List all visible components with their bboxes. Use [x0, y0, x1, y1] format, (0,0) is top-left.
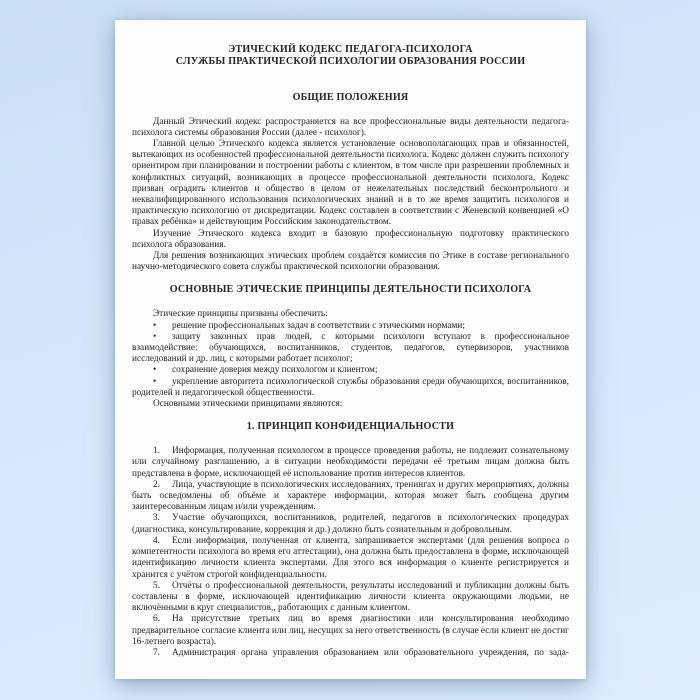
item-number: 1.: [153, 446, 160, 457]
bullet-icon: •: [153, 365, 157, 376]
section-heading-principles: ОСНОВНЫЕ ЭТИЧЕСКИЕ ПРИНЦИПЫ ДЕЯТЕЛЬНОСТИ ПСИХОЛОГА: [169, 284, 532, 296]
numbered-item: [132, 446, 569, 480]
item-number: 4.: [153, 535, 160, 546]
document-title-line-1: ЭТИЧЕСКИЙ КОДЕКС ПЕДАГОГА-ПСИХОЛОГА: [228, 44, 473, 55]
numbered-item: [132, 480, 569, 514]
document-content: [115, 20, 586, 659]
bullet-item: [132, 321, 569, 332]
bullet-text: решение профессиональных задач в соответствии с этическими нормами;: [172, 320, 465, 331]
numbered-item: [132, 581, 569, 615]
item-text: Если информация, полученная от клиента, запрашивается экспертами (для решения вопроса о компетентности психолога во время его аттестации), она должна быть предоставлена в форме, исключающей идентификацию личности клиента экспертами. Для этого вся информация о клиенте регистрируется и хранится с учётом строгой конфиденциальности.: [132, 535, 569, 580]
bullet-item: [132, 377, 569, 399]
paragraph: Этические принципы призваны обеспечить:: [153, 309, 328, 320]
item-text: Участие обучающихся, воспитанников, родителей, педагогов в психологических процедурах (диагностика, консультирование, коррекция и др.) должно быть сознательным и добровольным.: [132, 513, 569, 535]
bullet-item: [132, 365, 569, 376]
section-heading-general: ОБЩИЕ ПОЛОЖЕНИЯ: [292, 91, 409, 103]
item-text: Отчёты о профессиональной деятельности, результаты исследований и публикации должны быть составлены в форме, исключающей идентификацию личности клиента окружающими людьми, не включёнными в круг специалистов,, работающих с данным клиентом.: [132, 580, 569, 614]
bullet-text: укрепление авторитета психологической службы образования среди обучающихся, воспитанников, родителей и педагогической общественности.: [132, 376, 569, 398]
paragraph: Основными этическими принципами являются:: [153, 399, 343, 410]
numbered-item: [132, 513, 569, 535]
numbered-item: [132, 614, 569, 648]
document-page: [115, 20, 586, 679]
bullet-icon: •: [153, 331, 157, 342]
paragraph: Данный Этический кодекс распространяется на все профессиональные виды деятельности педагога-психолога системы образования России (далее - психолог).: [132, 116, 569, 138]
numbered-item: [132, 536, 569, 581]
section-heading-confidentiality: 1. ПРИНЦИП КОНФИДЕНЦИАЛЬНОСТИ: [246, 421, 455, 433]
bullet-text: сохранение доверия между психологом и клиентом;: [172, 365, 378, 376]
item-text: Информация, полученная психологом в процессе проведения работы, не подлежит сознательному или случайному разглашению, а в ситуации необходимости передачи её третьим лицам должна быть представлена в форме, исключающей её использование против интересов клиентов.: [132, 446, 569, 479]
paragraph: Для решения возникающих этических проблем создаётся комиссия по Этике в составе регионального научно-методического совета службы практической психологии образования.: [132, 251, 569, 273]
bullet-item: [132, 332, 569, 366]
item-text: Администрация органа управления образованием или образовательного учреждения, по зада-: [172, 647, 569, 658]
bullet-icon: •: [153, 376, 157, 387]
item-number: 3.: [153, 513, 160, 524]
item-number: 6.: [153, 614, 160, 625]
item-number: 7.: [153, 647, 160, 658]
item-text: Лица, участвующие в психологических исследованиях, тренингах и других мероприятиях, должны быть осведомлены об объёме и характере информации, которая может быть сообщена другим заинтересованным лицам и/или учреждениям.: [132, 479, 569, 513]
paragraph: Главной целью Этического кодекса является установление основополагающих прав и обязанностей, вытекающих из особенностей профессиональной деятельности психолога. Кодекс должен служить психологу ориентиром при планировании и построении работы с клиентом, в том числе при разрешении проблемных и конфликтных ситуаций, возникающих в процессе профессиональной деятельности психолога. Кодекс призван оградить клиентов и общество в целом от нежелательных последствий бесконтрольного и неквалифицированного использования психологических знаний и в то же время защитить психологов и практическую психологию от дискредитации. Кодекс составлен в соответствии с Женевской конвенцией «О правах ребёнка» и действующим Российским законодательством.: [132, 139, 569, 228]
bullet-text: защиту законных прав людей, с которыми психологи вступают в профессиональное взаимодействие: обучающихся, воспитанников, студентов, педагогов, супервизоров, участников исследований и др. лиц, с которыми работает психолог;: [132, 331, 569, 365]
paragraph: Изучение Этического кодекса входит в базовую профессиональную подготовку практического психолога образования.: [132, 228, 569, 250]
document-title-line-2: СЛУЖБЫ ПРАКТИЧЕСКОЙ ПСИХОЛОГИИ ОБРАЗОВАНИЯ РОССИИ: [175, 55, 526, 67]
item-text: На присутствие третьих лиц во время диагностики или консультирования необходимо предварительное согласие клиента или лиц, несущих за него ответственность (в случае если клиент не достиг 16-летнего возраста).: [132, 614, 569, 647]
bullet-icon: •: [153, 320, 157, 331]
document-title: [132, 44, 569, 68]
item-number: 5.: [153, 580, 160, 591]
item-number: 2.: [153, 479, 160, 490]
numbered-item: [132, 648, 569, 659]
